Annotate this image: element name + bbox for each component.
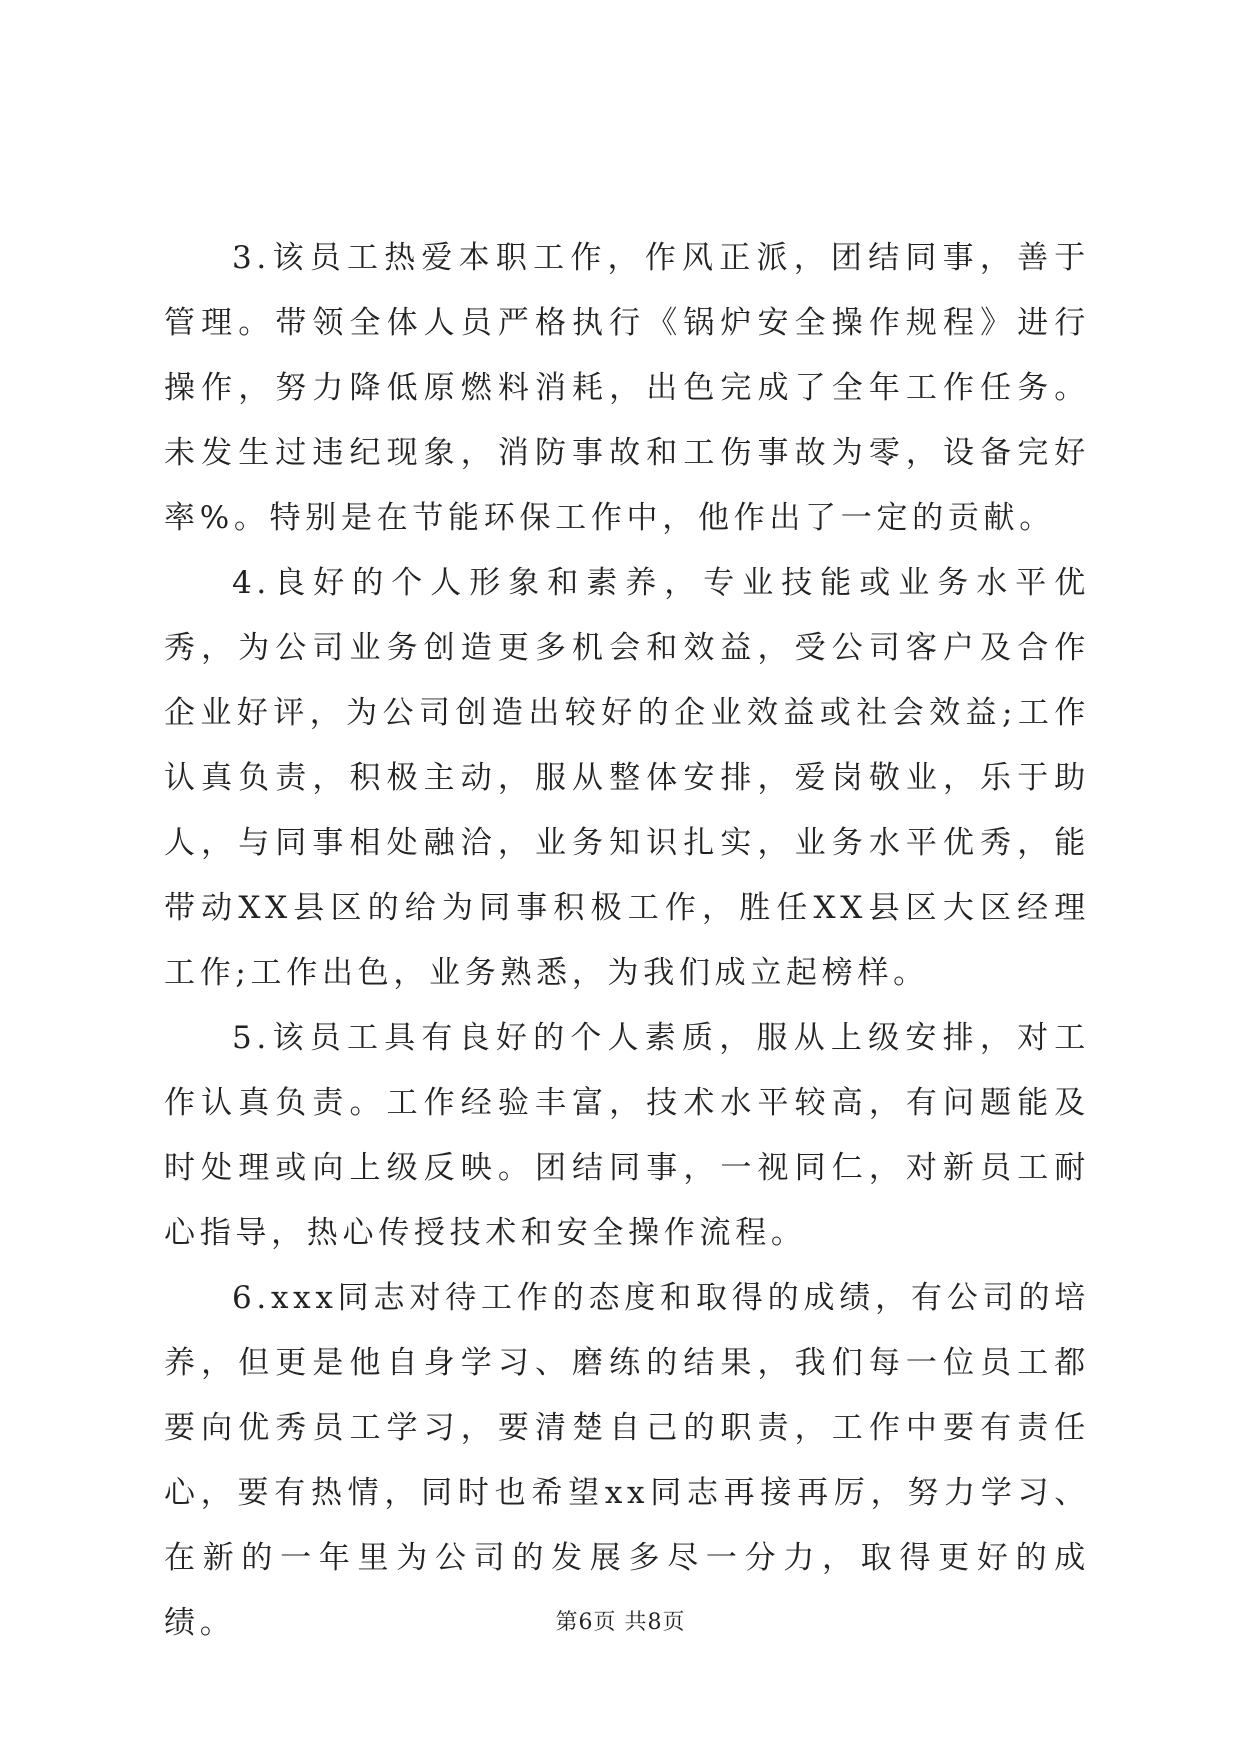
paragraph-6: 6.xxx同志对待工作的态度和取得的成绩，有公司的培养，但更是他自身学习、磨练的结果，我们每一位员工都要向优秀员工学习，要清楚自己的职责，工作中要有责任心，要有热情，同时也希望xx同志再接再厉，努力学习、在新的一年里为公司的发展多尽一分力，取得更好的成绩。: [164, 1280, 1090, 1641]
paragraph-5: 5.该员工具有良好的个人素质，服从上级安排，对工作认真负责。工作经验丰富，技术水平较高，有问题能及时处理或向上级反映。团结同事，一视同仁，对新员工耐心指导，热心传授技术和安全操作流程。: [164, 1020, 1090, 1251]
page-number-footer: 第6页 共8页: [555, 1610, 686, 1635]
paragraph-3: 3.该员工热爱本职工作，作风正派，团结同事，善于管理。带领全体人员严格执行《锅炉安全操作规程》进行操作，努力降低原燃料消耗，出色完成了全年工作任务。未发生过违纪现象，消防事故和工伤事故为零，设备完好率%。特别是在节能环保工作中，他作出了一定的贡献。: [164, 240, 1090, 536]
document-body: [164, 226, 1090, 1656]
paragraph-4: 4.良好的个人形象和素养，专业技能或业务水平优秀，为公司业务创造更多机会和效益，受公司客户及合作企业好评，为公司创造出较好的企业效益或社会效益;工作认真负责，积极主动，服从整体安排，爱岗敬业，乐于助人，与同事相处融洽，业务知识扎实，业务水平优秀，能带动XX县区的给为同事积极工作，胜任XX县区大区经理工作;工作出色，业务熟悉，为我们成立起榜样。: [164, 565, 1090, 991]
